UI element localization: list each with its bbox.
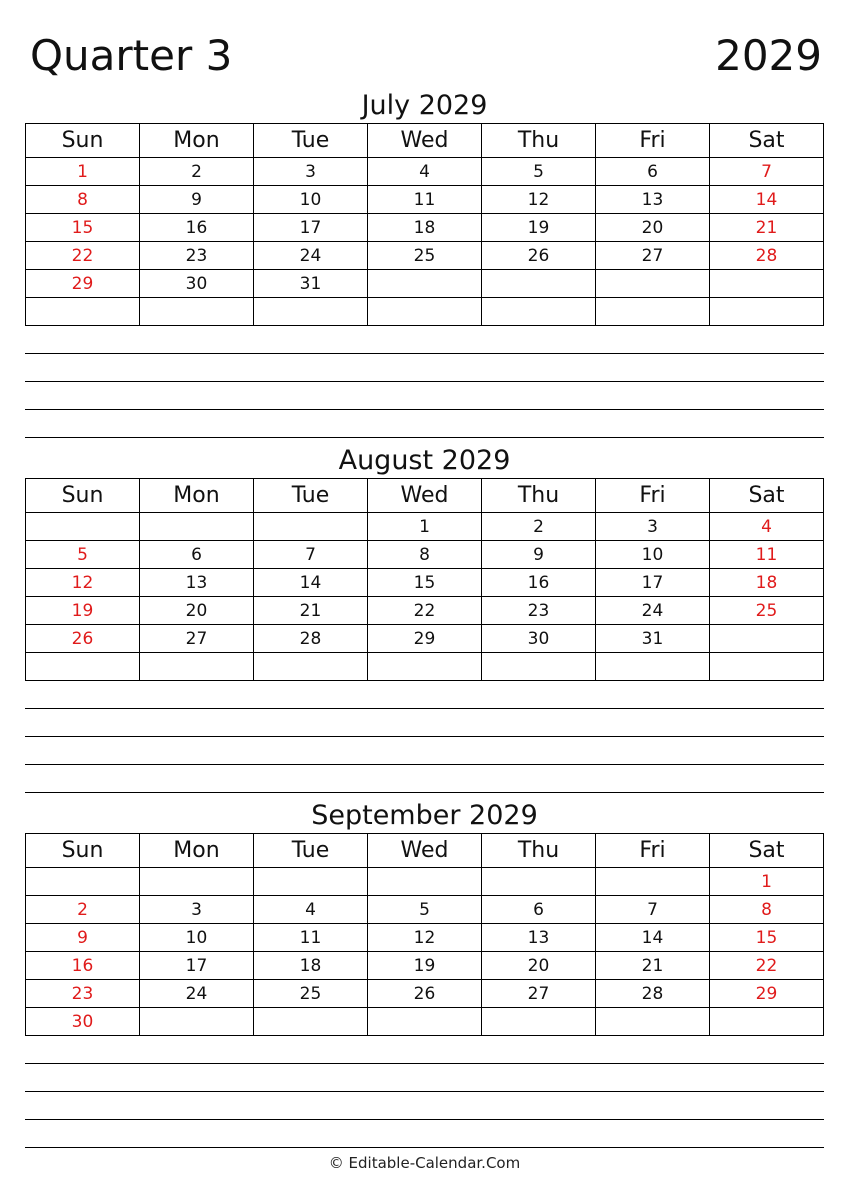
- day-cell: [596, 270, 710, 298]
- day-cell: [26, 868, 140, 896]
- day-cell: 27: [140, 625, 254, 653]
- day-cell: 20: [482, 952, 596, 980]
- day-cell: 24: [254, 242, 368, 270]
- note-line: [25, 409, 824, 437]
- day-cell: 19: [482, 214, 596, 242]
- day-cell: 10: [140, 924, 254, 952]
- day-cell: 28: [596, 980, 710, 1008]
- day-cell: 15: [710, 924, 824, 952]
- day-cell: 3: [140, 896, 254, 924]
- week-row: [26, 214, 824, 242]
- weekday-header: Tue: [254, 479, 368, 513]
- day-cell: 16: [482, 569, 596, 597]
- day-cell: 25: [368, 242, 482, 270]
- page-header: [30, 28, 822, 88]
- day-cell: 4: [254, 896, 368, 924]
- day-cell: 13: [140, 569, 254, 597]
- day-cell: 4: [710, 513, 824, 541]
- day-cell: [26, 653, 140, 681]
- day-cell: 26: [482, 242, 596, 270]
- day-cell: 31: [596, 625, 710, 653]
- day-cell: [26, 298, 140, 326]
- day-cell: 2: [26, 896, 140, 924]
- weekday-header-row: [26, 479, 824, 513]
- day-cell: [710, 270, 824, 298]
- day-cell: 21: [596, 952, 710, 980]
- day-cell: 15: [368, 569, 482, 597]
- footer-copyright: © Editable-Calendar.Com: [328, 1154, 521, 1172]
- day-cell: 1: [368, 513, 482, 541]
- weekday-header: Wed: [368, 479, 482, 513]
- week-row: [26, 270, 824, 298]
- day-cell: 26: [26, 625, 140, 653]
- weekday-header: Sun: [26, 479, 140, 513]
- weekday-header: Wed: [368, 834, 482, 868]
- day-cell: [482, 1008, 596, 1036]
- calendar-grid: [25, 478, 824, 681]
- day-cell: 2: [482, 513, 596, 541]
- weekday-header: Fri: [596, 834, 710, 868]
- day-cell: 13: [596, 186, 710, 214]
- day-cell: 22: [710, 952, 824, 980]
- note-line: [25, 381, 824, 409]
- day-cell: [254, 1008, 368, 1036]
- day-cell: 7: [596, 896, 710, 924]
- weekday-header: Sat: [710, 124, 824, 158]
- week-row: [26, 653, 824, 681]
- weekday-header: Thu: [482, 124, 596, 158]
- day-cell: 25: [254, 980, 368, 1008]
- day-cell: 22: [26, 242, 140, 270]
- day-cell: 23: [140, 242, 254, 270]
- quarter-title: Quarter 3: [30, 31, 233, 80]
- weekday-header-row: [26, 124, 824, 158]
- day-cell: 11: [368, 186, 482, 214]
- day-cell: [596, 868, 710, 896]
- week-row: [26, 242, 824, 270]
- day-cell: 11: [254, 924, 368, 952]
- day-cell: 26: [368, 980, 482, 1008]
- week-row: [26, 569, 824, 597]
- note-line: [25, 353, 824, 381]
- day-cell: 31: [254, 270, 368, 298]
- day-cell: [254, 868, 368, 896]
- day-cell: 5: [368, 896, 482, 924]
- month-title: August 2029: [338, 445, 511, 476]
- day-cell: [596, 298, 710, 326]
- week-row: [26, 952, 824, 980]
- day-cell: 23: [482, 597, 596, 625]
- week-row: [26, 625, 824, 653]
- month-september: [25, 799, 824, 1175]
- note-line: [25, 764, 824, 792]
- weekday-header: Thu: [482, 479, 596, 513]
- day-cell: 24: [596, 597, 710, 625]
- weekday-header: Tue: [254, 124, 368, 158]
- day-cell: 11: [710, 541, 824, 569]
- month-july: [25, 89, 824, 465]
- day-cell: [482, 298, 596, 326]
- weekday-header: Fri: [596, 479, 710, 513]
- day-cell: 12: [482, 186, 596, 214]
- day-cell: [596, 653, 710, 681]
- week-row: [26, 513, 824, 541]
- day-cell: [368, 653, 482, 681]
- week-row: [26, 298, 824, 326]
- week-row: [26, 868, 824, 896]
- weekday-header: Fri: [596, 124, 710, 158]
- day-cell: [140, 868, 254, 896]
- day-cell: 27: [596, 242, 710, 270]
- day-cell: 6: [596, 158, 710, 186]
- day-cell: [140, 513, 254, 541]
- day-cell: [368, 270, 482, 298]
- day-cell: 20: [596, 214, 710, 242]
- week-row: [26, 158, 824, 186]
- day-cell: 17: [254, 214, 368, 242]
- day-cell: 1: [710, 868, 824, 896]
- day-cell: 25: [710, 597, 824, 625]
- year-title: 2029: [715, 31, 822, 80]
- day-cell: 21: [254, 597, 368, 625]
- day-cell: 21: [710, 214, 824, 242]
- day-cell: [710, 1008, 824, 1036]
- day-cell: 16: [140, 214, 254, 242]
- week-row: [26, 541, 824, 569]
- day-cell: 5: [26, 541, 140, 569]
- day-cell: 17: [596, 569, 710, 597]
- day-cell: 10: [254, 186, 368, 214]
- weekday-header: Mon: [140, 479, 254, 513]
- week-row: [26, 980, 824, 1008]
- day-cell: 1: [26, 158, 140, 186]
- day-cell: 17: [140, 952, 254, 980]
- day-cell: 10: [596, 541, 710, 569]
- day-cell: 9: [26, 924, 140, 952]
- day-cell: 3: [596, 513, 710, 541]
- day-cell: 14: [254, 569, 368, 597]
- weekday-header: Sun: [26, 124, 140, 158]
- weekday-header: Wed: [368, 124, 482, 158]
- day-cell: [482, 653, 596, 681]
- weekday-header: Tue: [254, 834, 368, 868]
- day-cell: 4: [368, 158, 482, 186]
- month-august: [25, 444, 824, 820]
- weekday-header-row: [26, 834, 824, 868]
- month-title: September 2029: [311, 800, 538, 831]
- week-row: [26, 186, 824, 214]
- note-line: [25, 1091, 824, 1119]
- weekday-header: Sun: [26, 834, 140, 868]
- day-cell: 12: [26, 569, 140, 597]
- day-cell: 7: [254, 541, 368, 569]
- day-cell: 24: [140, 980, 254, 1008]
- day-cell: 27: [482, 980, 596, 1008]
- day-cell: [140, 653, 254, 681]
- week-row: [26, 896, 824, 924]
- day-cell: 30: [26, 1008, 140, 1036]
- day-cell: 30: [482, 625, 596, 653]
- day-cell: 9: [482, 541, 596, 569]
- weekday-header: Mon: [140, 124, 254, 158]
- month-title: July 2029: [361, 90, 488, 121]
- day-cell: 8: [710, 896, 824, 924]
- day-cell: 13: [482, 924, 596, 952]
- calendar-grid: [25, 123, 824, 326]
- day-cell: [710, 625, 824, 653]
- day-cell: 8: [368, 541, 482, 569]
- week-row: [26, 1008, 824, 1036]
- day-cell: 5: [482, 158, 596, 186]
- day-cell: 22: [368, 597, 482, 625]
- day-cell: [596, 1008, 710, 1036]
- day-cell: 18: [254, 952, 368, 980]
- day-cell: 19: [368, 952, 482, 980]
- day-cell: 12: [368, 924, 482, 952]
- day-cell: [254, 653, 368, 681]
- day-cell: 2: [140, 158, 254, 186]
- weekday-header: Thu: [482, 834, 596, 868]
- calendar-grid: [25, 833, 824, 1036]
- day-cell: 28: [254, 625, 368, 653]
- note-line: [25, 708, 824, 736]
- day-cell: [710, 653, 824, 681]
- week-row: [26, 597, 824, 625]
- day-cell: 30: [140, 270, 254, 298]
- day-cell: [482, 868, 596, 896]
- day-cell: 14: [710, 186, 824, 214]
- week-row: [26, 924, 824, 952]
- day-cell: 7: [710, 158, 824, 186]
- note-line: [25, 1119, 824, 1147]
- day-cell: [368, 868, 482, 896]
- day-cell: 6: [482, 896, 596, 924]
- day-cell: 6: [140, 541, 254, 569]
- day-cell: [140, 1008, 254, 1036]
- day-cell: 14: [596, 924, 710, 952]
- day-cell: 20: [140, 597, 254, 625]
- day-cell: [254, 513, 368, 541]
- note-line: [25, 1063, 824, 1091]
- weekday-header: Sat: [710, 479, 824, 513]
- day-cell: [710, 298, 824, 326]
- day-cell: 9: [140, 186, 254, 214]
- day-cell: 19: [26, 597, 140, 625]
- day-cell: [26, 513, 140, 541]
- day-cell: [368, 298, 482, 326]
- day-cell: 15: [26, 214, 140, 242]
- note-line: [25, 736, 824, 764]
- day-cell: 18: [368, 214, 482, 242]
- day-cell: 29: [710, 980, 824, 1008]
- day-cell: 3: [254, 158, 368, 186]
- day-cell: 16: [26, 952, 140, 980]
- day-cell: 29: [26, 270, 140, 298]
- weekday-header: Sat: [710, 834, 824, 868]
- day-cell: 28: [710, 242, 824, 270]
- day-cell: [482, 270, 596, 298]
- weekday-header: Mon: [140, 834, 254, 868]
- day-cell: [368, 1008, 482, 1036]
- day-cell: [254, 298, 368, 326]
- day-cell: 29: [368, 625, 482, 653]
- day-cell: 23: [26, 980, 140, 1008]
- day-cell: 8: [26, 186, 140, 214]
- day-cell: [140, 298, 254, 326]
- day-cell: 18: [710, 569, 824, 597]
